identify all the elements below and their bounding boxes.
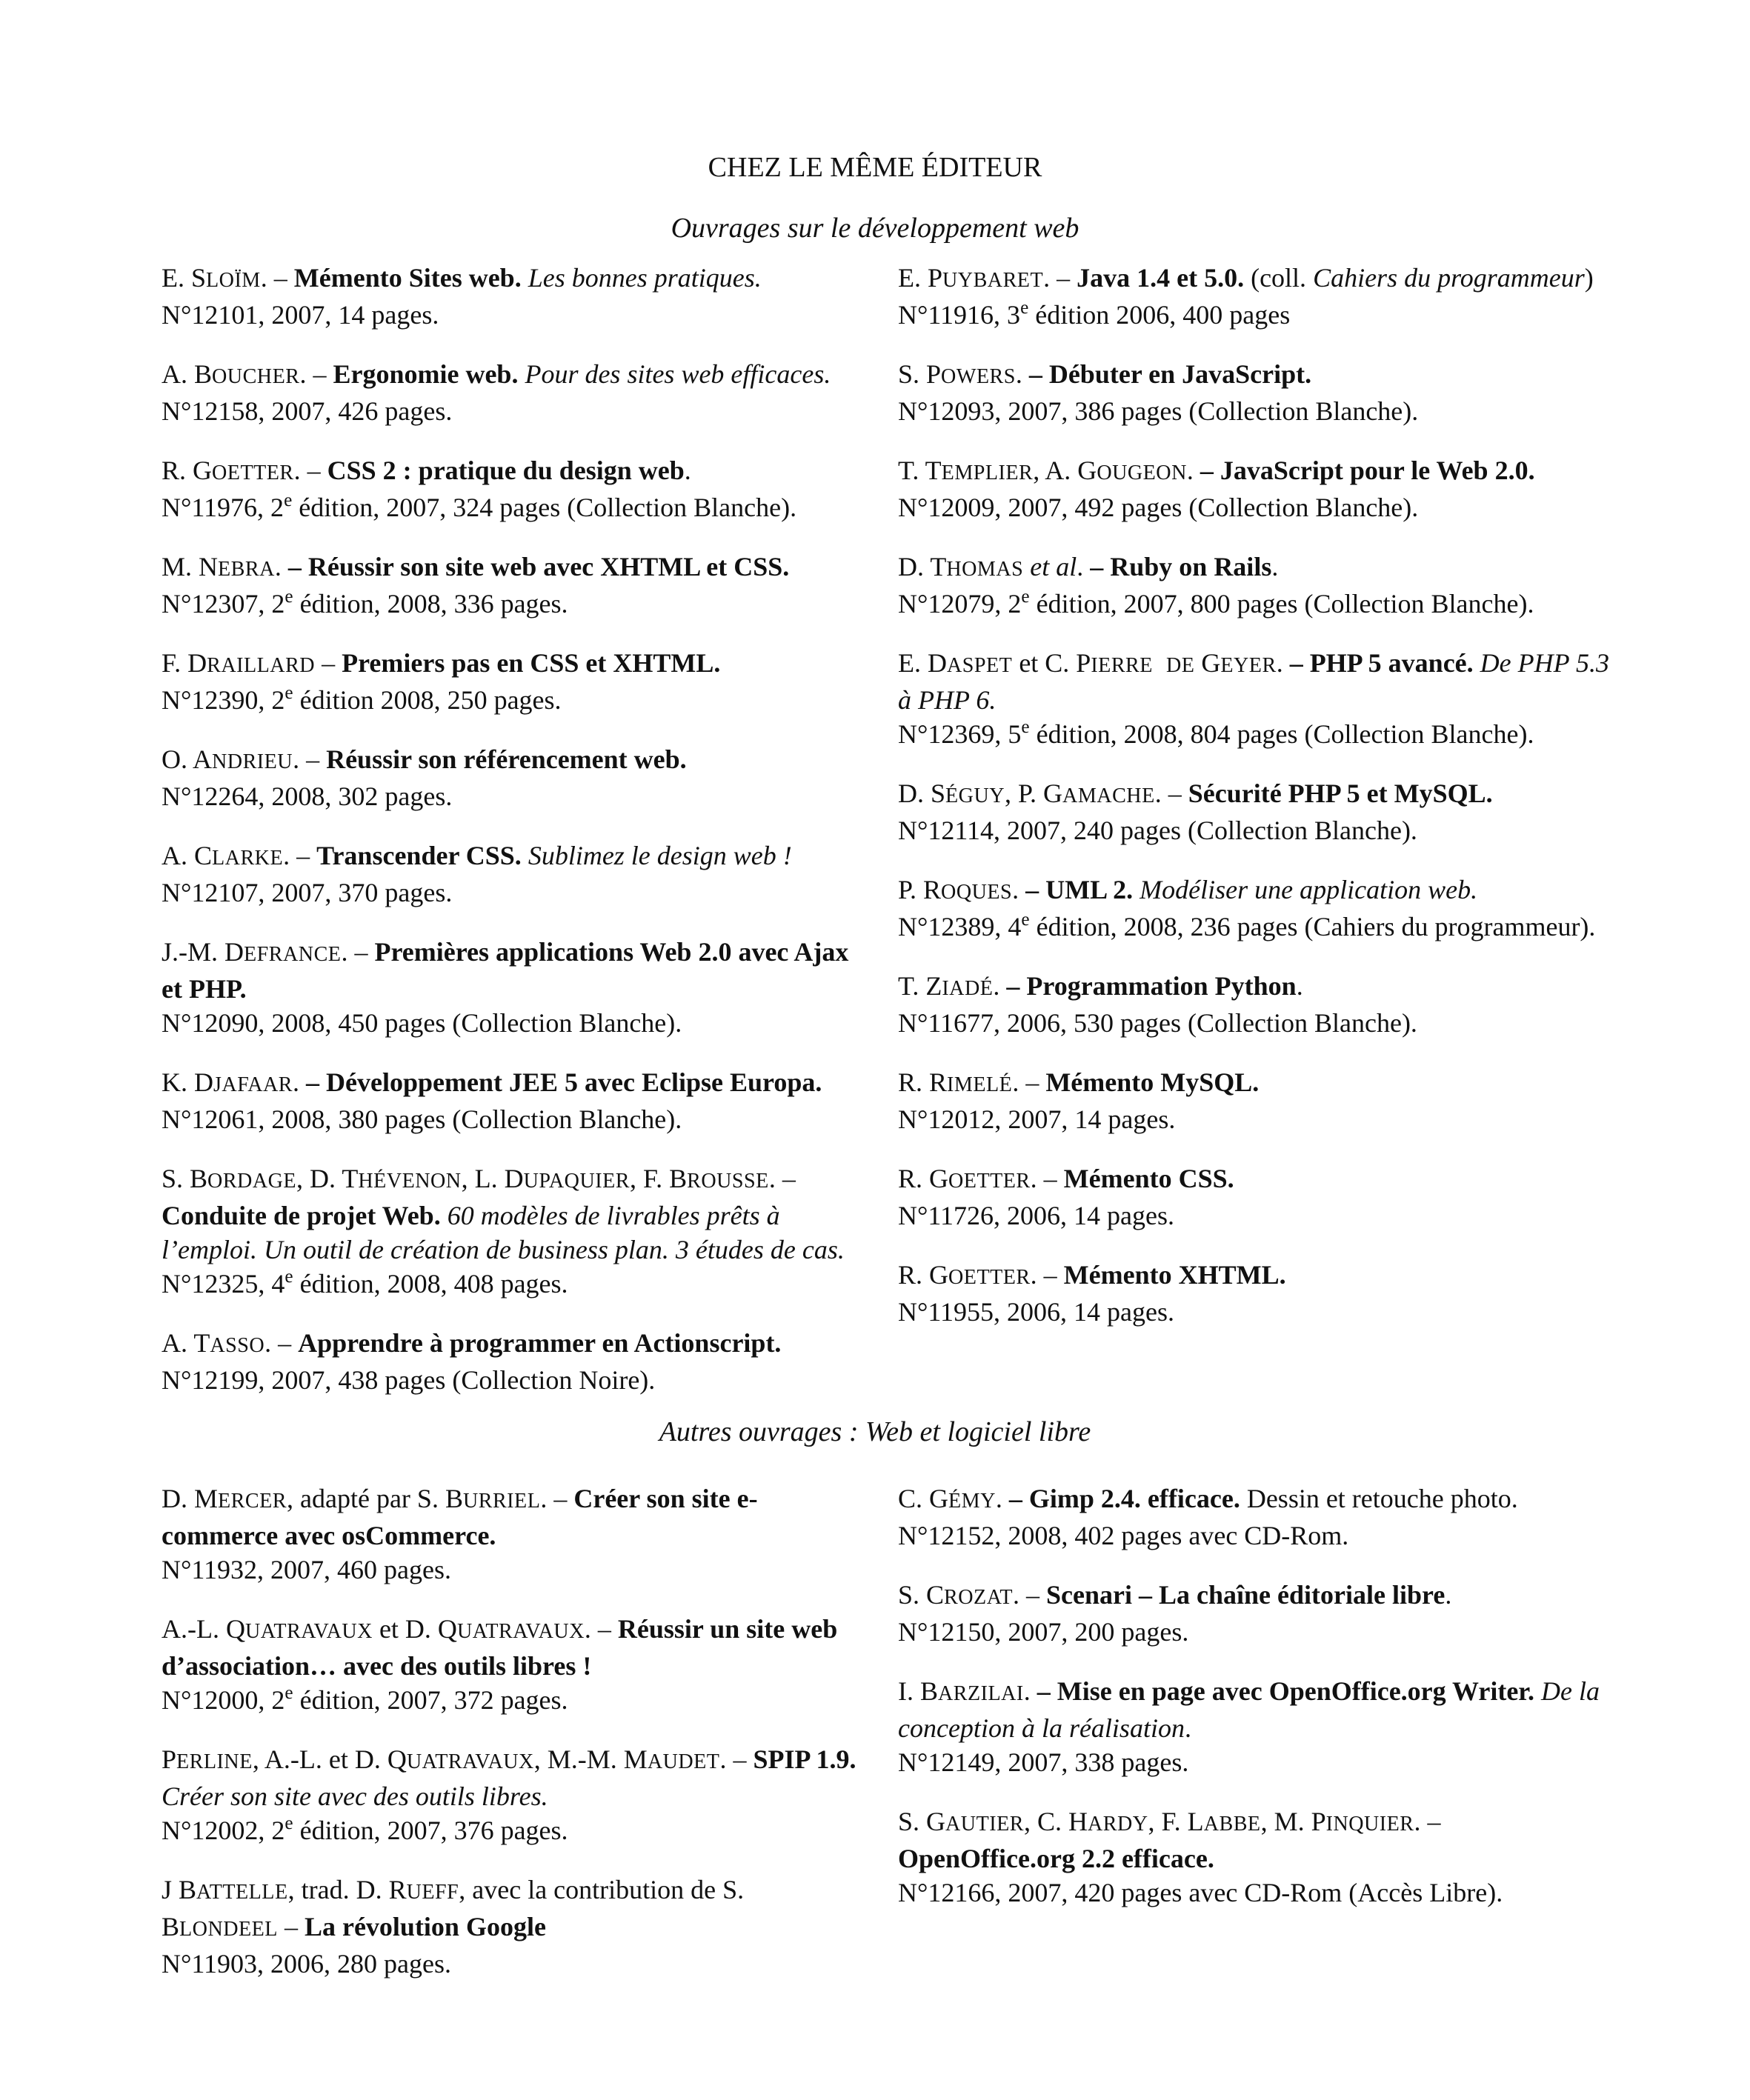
book-entry bbox=[898, 1481, 1609, 1553]
book-details: N°11677, 2006, 530 pages (Collection Blanche). bbox=[898, 1008, 1417, 1038]
book-author-title: F. DRAILLARD – Premiers pas en CSS et XHTML. bbox=[162, 648, 721, 678]
book-details: N°12264, 2008, 302 pages. bbox=[162, 781, 453, 811]
book-details: N°11903, 2006, 280 pages. bbox=[162, 1949, 452, 1979]
book-entry bbox=[162, 1873, 865, 1981]
book-author-title: I. BARZILAI. – Mise en page avec OpenOffice.org Writer. De la conception à la réalisation. bbox=[898, 1676, 1600, 1743]
book-author-title: P. ROQUES. – UML 2. Modéliser une application web. bbox=[898, 875, 1478, 904]
book-details: N°12390, 2e édition 2008, 250 pages. bbox=[162, 683, 562, 715]
book-entry bbox=[898, 1804, 1609, 1910]
book-author-title: D. SÉGUY, P. GAMACHE. – Sécurité PHP 5 et MySQL. bbox=[898, 779, 1493, 808]
book-author-title: D. MERCER, adapté par S. BURRIEL. – Créer son site e-commerce avec osCommerce. bbox=[162, 1484, 758, 1550]
book-author-title: R. GOETTER. – Mémento XHTML. bbox=[898, 1260, 1286, 1290]
book-entry bbox=[162, 453, 865, 524]
book-entry bbox=[898, 357, 1609, 428]
book-author-title: R. GOETTER. – CSS 2 : pratique du design web. bbox=[162, 456, 691, 485]
book-entry bbox=[898, 453, 1609, 524]
book-details: N°12369, 5e édition, 2008, 804 pages (Collection Blanche). bbox=[898, 717, 1534, 749]
book-details: N°12009, 2007, 492 pages (Collection Blanche). bbox=[898, 493, 1419, 522]
book-details: N°12000, 2e édition, 2007, 372 pages. bbox=[162, 1683, 568, 1715]
book-details: N°11955, 2006, 14 pages. bbox=[898, 1297, 1175, 1327]
book-author-title: A. BOUCHER. – Ergonomie web. Pour des sites web efficaces. bbox=[162, 359, 831, 389]
book-details: N°12325, 4e édition, 2008, 408 pages. bbox=[162, 1267, 568, 1299]
book-details: N°12307, 2e édition, 2008, 336 pages. bbox=[162, 587, 568, 619]
book-entry bbox=[898, 1065, 1609, 1136]
book-author-title: A. TASSO. – Apprendre à programmer en Actionscript. bbox=[162, 1328, 782, 1358]
book-details: N°12002, 2e édition, 2007, 376 pages. bbox=[162, 1813, 568, 1845]
book-details: N°12114, 2007, 240 pages (Collection Blanche). bbox=[898, 816, 1417, 845]
book-author-title: A. CLARKE. – Transcender CSS. Sublimez le design web ! bbox=[162, 841, 792, 870]
libre-books-right-column bbox=[898, 1481, 1609, 1935]
book-entry bbox=[162, 935, 865, 1040]
book-entry bbox=[162, 1065, 865, 1136]
book-author-title: J.-M. DEFRANCE. – Premières applications Web 2.0 avec Ajax et PHP. bbox=[162, 937, 849, 1004]
book-details: N°12199, 2007, 438 pages (Collection Noire). bbox=[162, 1365, 656, 1395]
book-author-title: M. NEBRA. – Réussir son site web avec XHTML et CSS. bbox=[162, 552, 790, 581]
book-entry bbox=[162, 1481, 865, 1587]
page-title: CHEZ LE MÊME ÉDITEUR bbox=[708, 152, 1042, 183]
book-details: N°12152, 2008, 402 pages avec CD-Rom. bbox=[898, 1521, 1349, 1550]
book-details: N°11916, 3e édition 2006, 400 pages bbox=[898, 298, 1291, 330]
web-books-right-column bbox=[898, 261, 1609, 1354]
book-entry bbox=[162, 1742, 865, 1847]
book-entry bbox=[162, 839, 865, 910]
book-entry bbox=[898, 1161, 1609, 1233]
book-author-title: R. RIMELÉ. – Mémento MySQL. bbox=[898, 1067, 1260, 1097]
book-author-title: R. GOETTER. – Mémento CSS. bbox=[898, 1164, 1234, 1193]
book-entry bbox=[898, 1578, 1609, 1649]
book-entry bbox=[162, 550, 865, 621]
book-entry bbox=[162, 742, 865, 813]
web-books-left-column bbox=[162, 261, 865, 1422]
book-entry bbox=[162, 1326, 865, 1397]
book-entry bbox=[898, 776, 1609, 847]
book-entry bbox=[898, 261, 1609, 332]
book-entry bbox=[898, 969, 1609, 1040]
book-author-title: O. ANDRIEU. – Réussir son référencement web. bbox=[162, 744, 687, 774]
book-details: N°12012, 2007, 14 pages. bbox=[898, 1104, 1176, 1134]
book-author-title: E. SLOÏM. – Mémento Sites web. Les bonnes pratiques. bbox=[162, 263, 762, 293]
book-details: N°12158, 2007, 426 pages. bbox=[162, 396, 453, 426]
book-author-title: S. GAUTIER, C. HARDY, F. LABBE, M. PINQUIER. – OpenOffice.org 2.2 efficace. bbox=[898, 1807, 1441, 1873]
book-author-title: PERLINE, A.-L. et D. QUATRAVAUX, M.-M. MAUDET. – SPIP 1.9. Créer son site avec des outils libres. bbox=[162, 1744, 856, 1811]
book-details: N°12389, 4e édition, 2008, 236 pages (Cahiers du programmeur). bbox=[898, 910, 1596, 941]
book-author-title: S. CROZAT. – Scenari – La chaîne éditoriale libre. bbox=[898, 1580, 1452, 1610]
book-author-title: K. DJAFAAR. – Développement JEE 5 avec Eclipse Europa. bbox=[162, 1067, 822, 1097]
book-details: N°12101, 2007, 14 pages. bbox=[162, 300, 439, 330]
section-title-libre: Autres ouvrages : Web et logiciel libre bbox=[659, 1416, 1091, 1447]
book-details: N°12107, 2007, 370 pages. bbox=[162, 878, 453, 907]
book-entry bbox=[162, 357, 865, 428]
book-details: N°12079, 2e édition, 2007, 800 pages (Collection Blanche). bbox=[898, 587, 1534, 619]
book-entry bbox=[162, 646, 865, 717]
book-author-title: S. POWERS. – Débuter en JavaScript. bbox=[898, 359, 1312, 389]
book-author-title: S. BORDAGE, D. THÉVENON, L. DUPAQUIER, F. BROUSSE. – Conduite de projet Web. 60 modèles de livrables prêts à l’emploi. Un outil de création de business plan. 3 études de cas. bbox=[162, 1164, 845, 1264]
book-author-title: J BATTELLE, trad. D. RUEFF, avec la contribution de S. BLONDEEL – La révolution Google bbox=[162, 1875, 745, 1941]
book-author-title: C. GÉMY. – Gimp 2.4. efficace. Dessin et retouche photo. bbox=[898, 1484, 1518, 1513]
book-details: N°12061, 2008, 380 pages (Collection Blanche). bbox=[162, 1104, 682, 1134]
book-details: N°12166, 2007, 420 pages avec CD-Rom (Accès Libre). bbox=[898, 1878, 1503, 1907]
book-author-title: E. DASPET et C. PIERRE DE GEYER. – PHP 5 avancé. De PHP 5.3 à PHP 6. bbox=[898, 648, 1609, 715]
book-details: N°11932, 2007, 460 pages. bbox=[162, 1555, 452, 1584]
book-entry bbox=[898, 550, 1609, 621]
libre-books-left-column bbox=[162, 1481, 865, 2006]
book-details: N°11726, 2006, 14 pages. bbox=[898, 1201, 1175, 1230]
book-author-title: E. PUYBARET. – Java 1.4 et 5.0. (coll. Cahiers du programmeur) bbox=[898, 263, 1594, 293]
book-entry bbox=[162, 1161, 865, 1301]
section-title-web: Ouvrages sur le développement web bbox=[671, 213, 1079, 244]
book-entry bbox=[898, 1258, 1609, 1329]
book-entry bbox=[898, 646, 1609, 751]
book-author-title: T. ZIADÉ. – Programmation Python. bbox=[898, 971, 1303, 1001]
book-entry bbox=[898, 1674, 1609, 1779]
book-details: N°12093, 2007, 386 pages (Collection Blanche). bbox=[898, 396, 1419, 426]
book-author-title: A.-L. QUATRAVAUX et D. QUATRAVAUX. – Réussir un site web d’association… avec des outils libres ! bbox=[162, 1614, 838, 1681]
book-details: N°12149, 2007, 338 pages. bbox=[898, 1747, 1189, 1777]
book-author-title: T. TEMPLIER, A. GOUGEON. – JavaScript pour le Web 2.0. bbox=[898, 456, 1535, 485]
book-entry bbox=[898, 873, 1609, 944]
book-entry bbox=[162, 1612, 865, 1717]
book-author-title: D. THOMAS et al. – Ruby on Rails. bbox=[898, 552, 1279, 581]
book-details: N°12150, 2007, 200 pages. bbox=[898, 1617, 1189, 1647]
book-entry bbox=[162, 261, 865, 332]
book-details: N°11976, 2e édition, 2007, 324 pages (Collection Blanche). bbox=[162, 490, 797, 522]
book-details: N°12090, 2008, 450 pages (Collection Blanche). bbox=[162, 1008, 682, 1038]
